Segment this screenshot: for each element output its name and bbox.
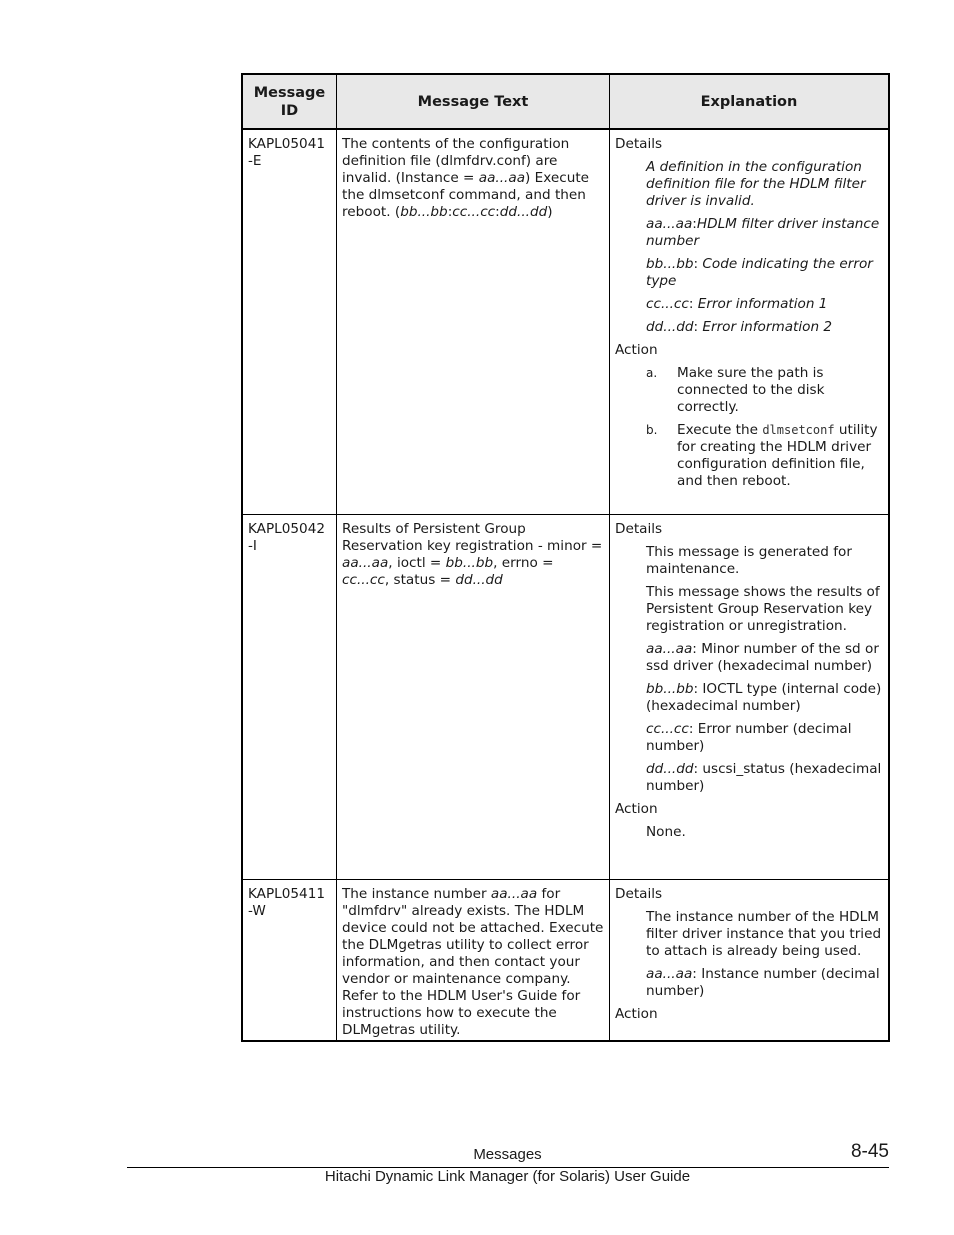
- action-step: [615, 365, 883, 416]
- message-table: [241, 73, 890, 1042]
- message-id: KAPL05411 -W: [243, 880, 337, 1040]
- details-label: Details: [615, 136, 663, 152]
- header-message-id: Message ID: [243, 75, 337, 128]
- explanation: [610, 880, 888, 1040]
- step-text: Execute the dlmsetconf utility for creating the HDLM driver configuration definition file, and then reboot.: [677, 422, 878, 489]
- step-label: b.: [646, 423, 658, 437]
- table-row: [243, 514, 888, 879]
- detail-item: bb...bb: IOCTL type (internal code) (hexadecimal number): [646, 681, 882, 714]
- step-text: Make sure the path is connected to the disk correctly.: [677, 365, 825, 415]
- detail-item: This message is generated for maintenance.: [646, 544, 852, 577]
- message-id: KAPL05042 -I: [243, 515, 337, 879]
- footer-section-title: Messages: [473, 1146, 542, 1163]
- details-label: Details: [615, 521, 663, 537]
- detail-item: The instance number of the HDLM filter driver instance that you tried to attach is already being used.: [646, 909, 882, 959]
- action-label: Action: [615, 801, 658, 817]
- header-explanation: Explanation: [700, 93, 798, 110]
- page-number: 8-45: [850, 1141, 889, 1162]
- detail-item: bb...bb: Code indicating the error type: [646, 256, 873, 289]
- details-label: Details: [615, 886, 663, 902]
- table-row: [243, 129, 888, 514]
- detail-item: aa...aa: Instance number (decimal number): [646, 966, 880, 999]
- action-text: None.: [646, 824, 686, 840]
- table-header-row: [243, 75, 888, 129]
- action-step: [615, 422, 883, 490]
- table-row: [243, 879, 888, 1040]
- step-label: a.: [646, 366, 658, 380]
- detail-item: cc...cc: Error number (decimal number): [646, 721, 852, 754]
- header-message-text: Message Text: [337, 75, 610, 128]
- message-text: The instance number aa...aa for "dlmfdrv" already exists. The HDLM device could not be attached. Execute the DLMgetras utility to collect error information, and then contact your vendor or maintenance company. Refer to the HDLM User's Guide for instructions how to execute the DLMgetras utility.: [337, 880, 610, 1040]
- message-text: The contents of the configuration definition file (dlmfdrv.conf) are invalid. (Instance = aa...aa) Execute the dlmsetconf command, and then reboot. (bb...bb:cc...cc:dd...dd): [337, 130, 610, 514]
- message-text: Results of Persistent Group Reservation key registration - minor = aa...aa, ioctl = bb...bb, errno = cc...cc, status = dd...dd: [337, 515, 610, 879]
- action-label: Action: [615, 342, 658, 358]
- detail-item: aa...aa: Minor number of the sd or ssd driver (hexadecimal number): [646, 641, 879, 674]
- action-label: Action: [615, 1006, 658, 1022]
- detail-item: dd...dd: Error information 2: [646, 319, 833, 335]
- message-id: KAPL05041 -E: [243, 130, 337, 514]
- explanation: [610, 130, 888, 514]
- detail-item: dd...dd: uscsi_status (hexadecimal number): [646, 761, 882, 794]
- detail-item: aa...aa:HDLM filter driver instance number: [646, 216, 880, 249]
- explanation: [610, 515, 888, 879]
- footer-guide-title: Hitachi Dynamic Link Manager (for Solaris) User Guide: [324, 1168, 691, 1185]
- detail-item: A definition in the configuration definition file for the HDLM filter driver is invalid.: [646, 159, 866, 209]
- detail-item: This message shows the results of Persistent Group Reservation key registration or unregistration.: [646, 584, 880, 634]
- detail-item: cc...cc: Error information 1: [646, 296, 828, 312]
